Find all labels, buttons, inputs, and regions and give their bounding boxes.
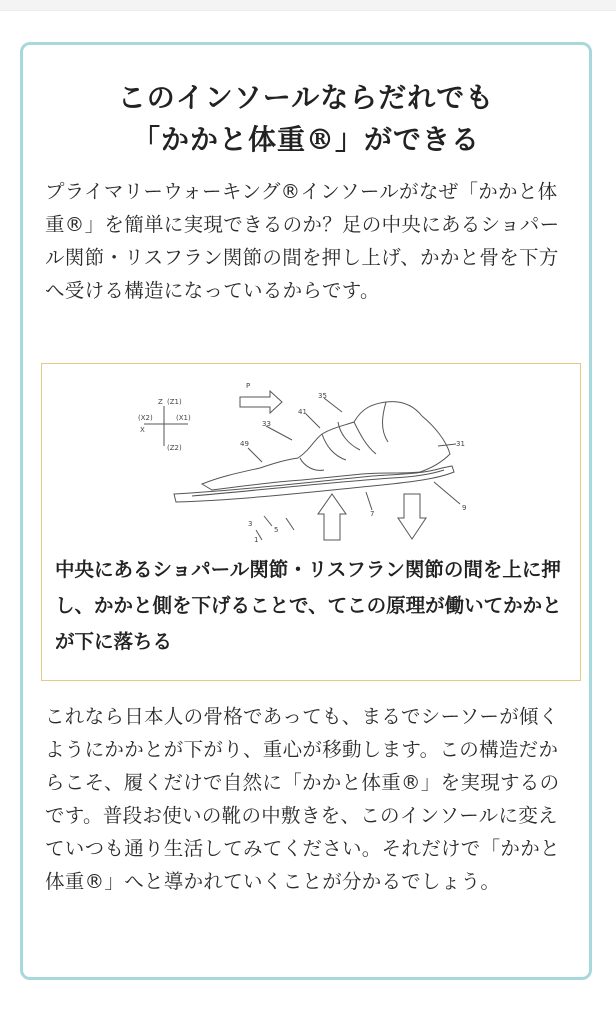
intro-paragraph: プライマリーウォーキング®インソールがなぜ「かかと体重®」を簡単に実現できるのか？足の中央にあるショパール関節・リスフラン関節の間を押し上げ、かかと骨を下方へ受ける構造になっているからです。 bbox=[45, 180, 560, 302]
title-line-2: 「かかと体重®」ができる bbox=[131, 123, 480, 156]
label-41: 41 bbox=[298, 408, 307, 416]
label-3: 3 bbox=[248, 520, 253, 528]
label-31: 31 bbox=[456, 440, 465, 448]
label-5: 5 bbox=[274, 526, 279, 534]
foot-bone-detail-2 bbox=[338, 402, 388, 450]
label-1: 1 bbox=[254, 536, 259, 544]
label-33: 33 bbox=[262, 420, 271, 428]
label-z: Z bbox=[158, 398, 163, 406]
title-line-1: このインソールならだれでも bbox=[117, 81, 495, 114]
label-x2: (X2) bbox=[138, 414, 153, 422]
label-9: 9 bbox=[462, 504, 467, 512]
foot-bone-detail-1 bbox=[300, 422, 376, 470]
content-card bbox=[20, 42, 592, 980]
label-x: X bbox=[140, 426, 145, 434]
label-7: 7 bbox=[370, 510, 375, 518]
label-49: 49 bbox=[240, 440, 249, 448]
section-title bbox=[23, 77, 589, 161]
body-paragraph: これなら日本人の骨格であっても、まるでシーソーが傾くようにかかとが下がり、重心が移動します。この構造だからこそ、履くだけで自然に「かかと体重®」を実現するのです。普段お使いの靴の中敷きを、このインソールに変えていつも通り生活してみてください。それだけで「かかと体重®」へと導かれていくことが分かるでしょう。 bbox=[45, 705, 560, 893]
label-z1: (Z1) bbox=[167, 398, 182, 406]
label-x1: (X1) bbox=[176, 414, 191, 422]
p-arrow bbox=[240, 391, 282, 413]
figure-caption: 中央にあるショパール関節・リスフラン関節の間を上に押し、かかと側を下げることで、てこの原理が働いてかかとが下に落ちる bbox=[55, 558, 562, 653]
down-arrow bbox=[398, 494, 426, 539]
label-z2: (Z2) bbox=[167, 444, 182, 452]
label-p: P bbox=[246, 382, 251, 390]
label-35: 35 bbox=[318, 392, 327, 400]
insole-outline bbox=[174, 466, 454, 502]
top-strip bbox=[0, 0, 616, 11]
figure-box bbox=[41, 363, 581, 681]
up-arrow bbox=[318, 494, 346, 540]
